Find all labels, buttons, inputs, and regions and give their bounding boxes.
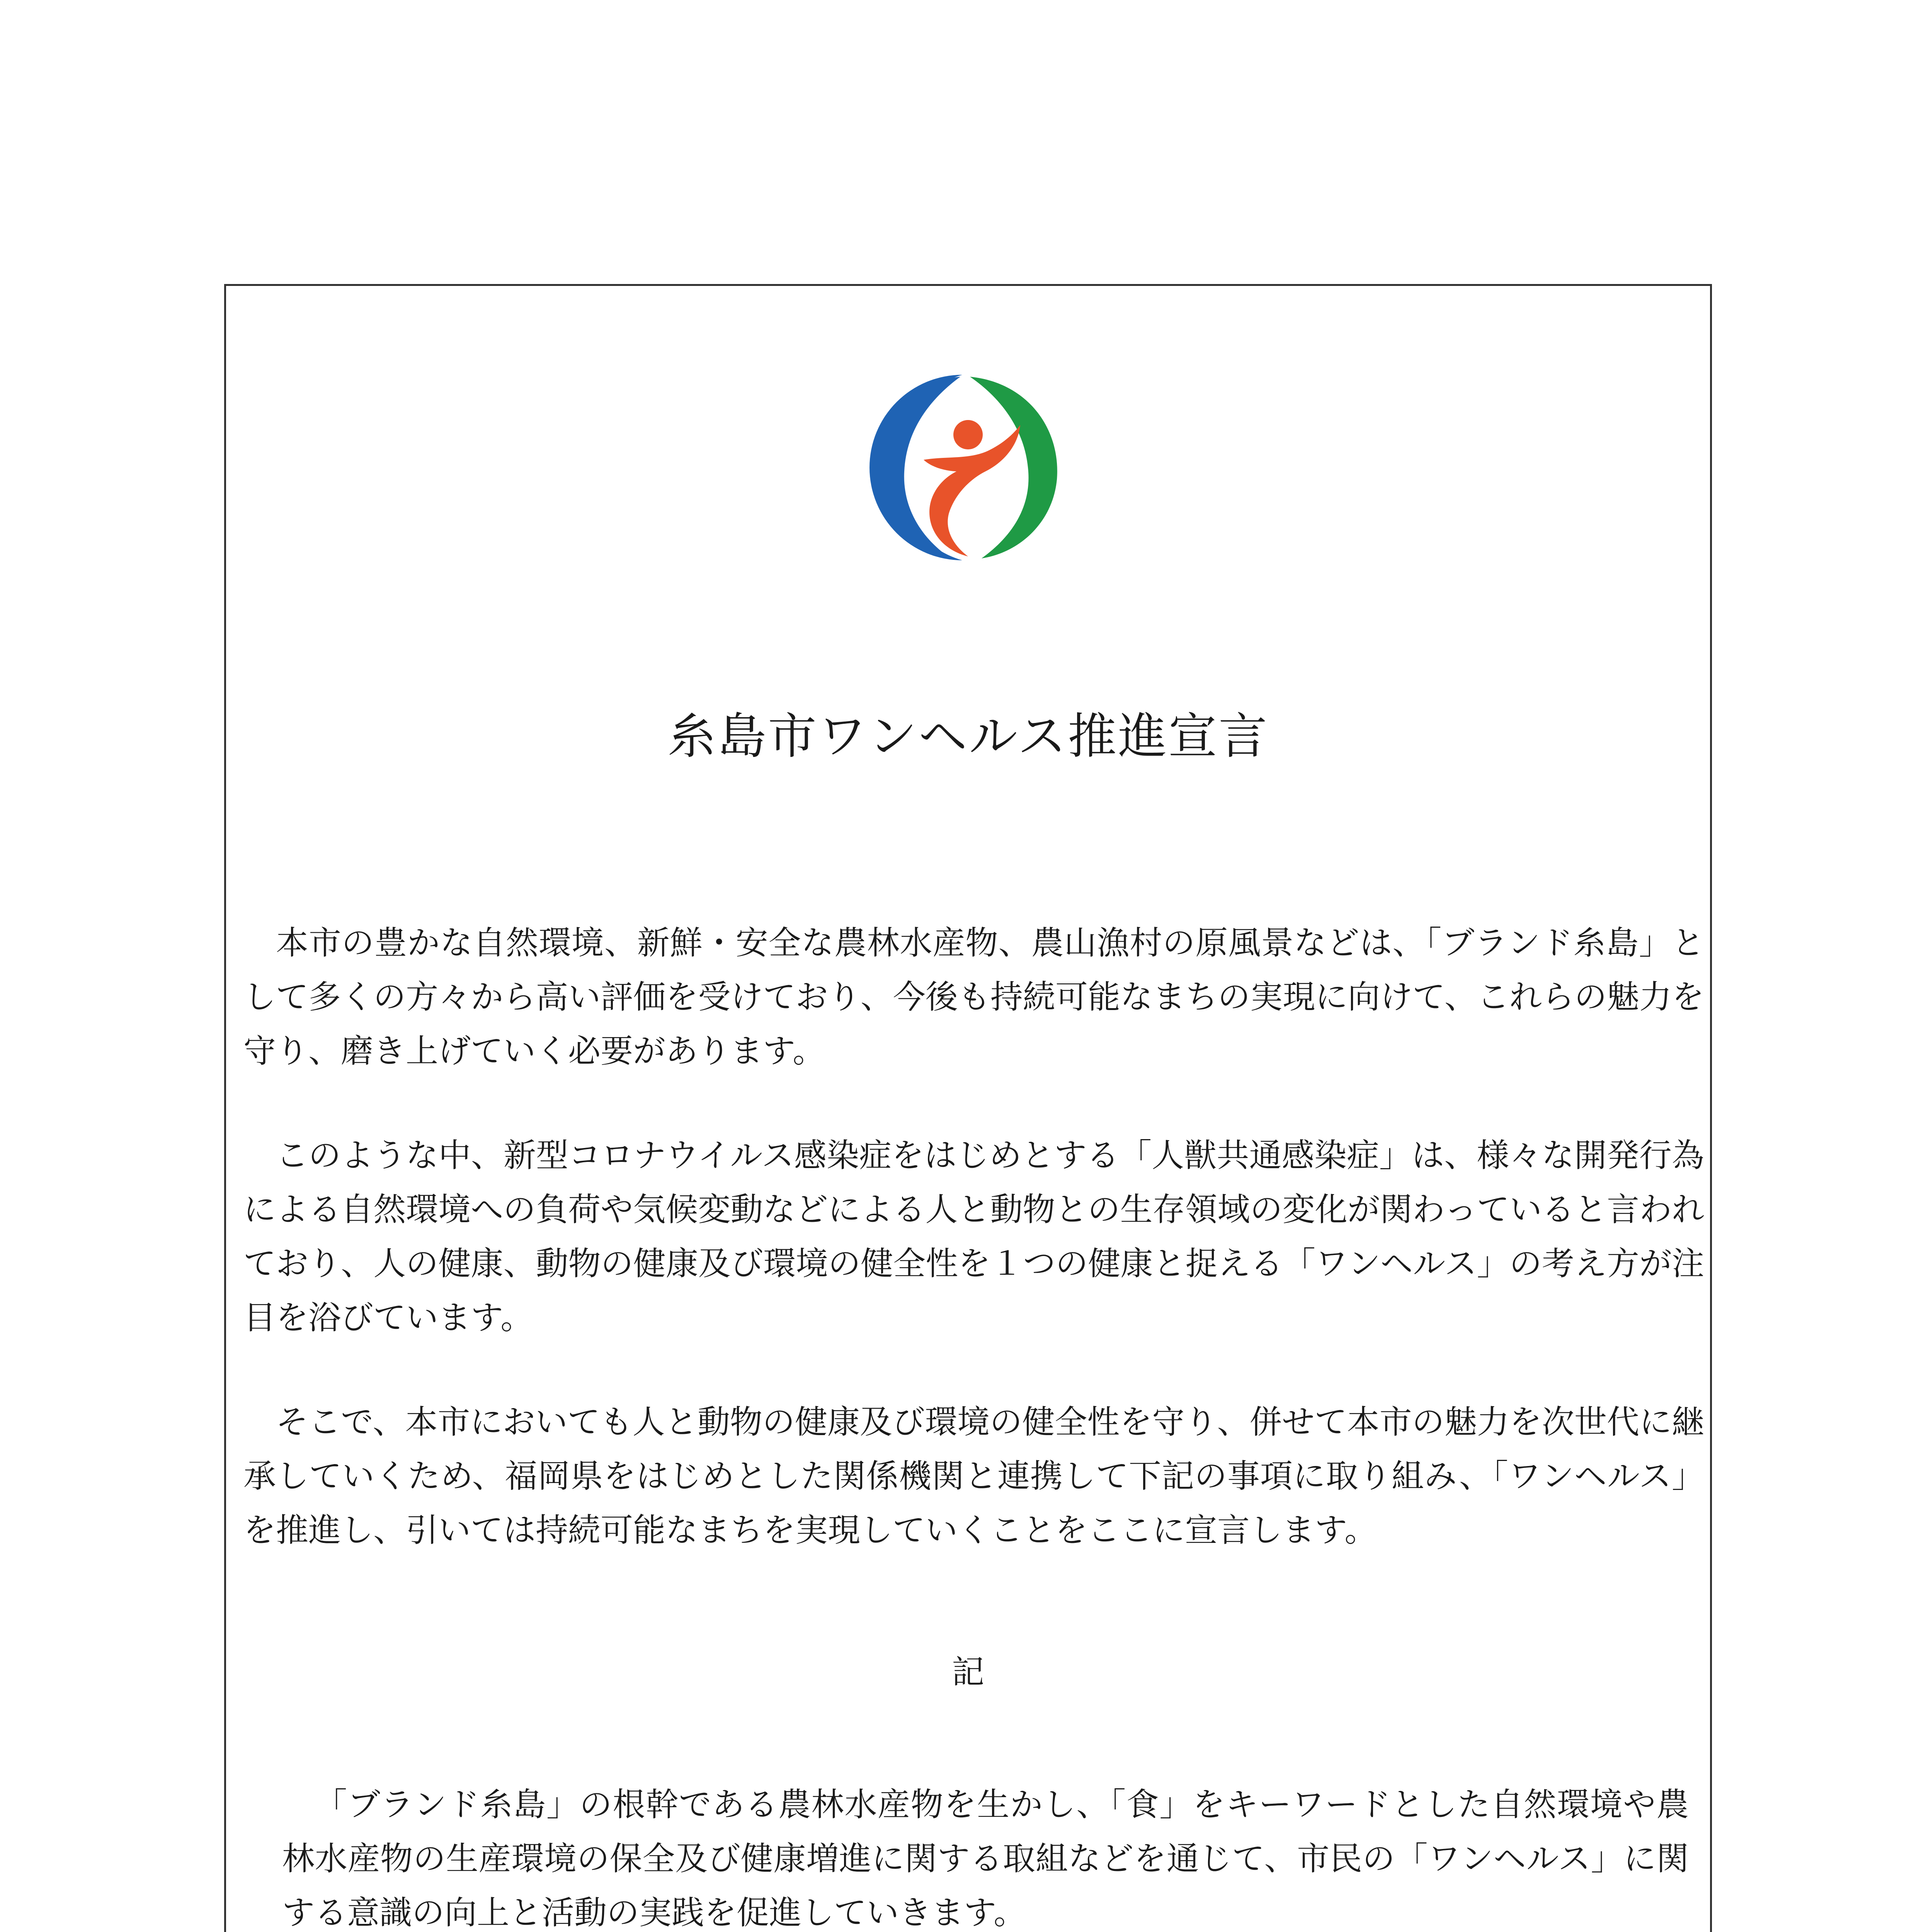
- declaration-title: 糸島市ワンヘルス推進宣言: [667, 708, 1269, 765]
- city-emblem-logo: [866, 367, 1067, 568]
- ki-heading: 記: [951, 1653, 984, 1691]
- paragraph-3: そこで、本市においても人と動物の健康及び環境の健全性を守り、併せて本市の魅力を次世代に継承していくため、福岡県をはじめとした関係機関と連携して下記の事項に取り組み、「ワンヘルス」を推進し、引いては持続可能なまちを実現していくことをここに宣言します。: [243, 1403, 1704, 1549]
- declaration-item: 「ブランド糸島」の根幹である農林水産物を生かし、「食」をキーワードとした自然環境や農林水産物の生産環境の保全及び健康増進に関する取組などを通じて、市民の「ワンヘルス」に関する意識の向上と活動の実践を促進していきます。: [282, 1786, 1689, 1932]
- paragraph-1: 本市の豊かな自然環境、新鮮・安全な農林水産物、農山漁村の原風景などは、「ブランド糸島」として多くの方々から高い評価を受けており、今後も持続可能なまちの実現に向けて、これらの魅力を守り、磨き上げていく必要があります。: [243, 924, 1704, 1070]
- emblem-orange-head: [953, 420, 983, 449]
- paragraph-2: このような中、新型コロナウイルス感染症をはじめとする「人獣共通感染症」は、様々な開発行為による自然環境への負荷や気候変動などによる人と動物との生存領域の変化が関わっていると言われており、人の健康、動物の健康及び環境の健全性を１つの健康と捉える「ワンヘルス」の考え方が注目を浴びています。: [243, 1136, 1705, 1337]
